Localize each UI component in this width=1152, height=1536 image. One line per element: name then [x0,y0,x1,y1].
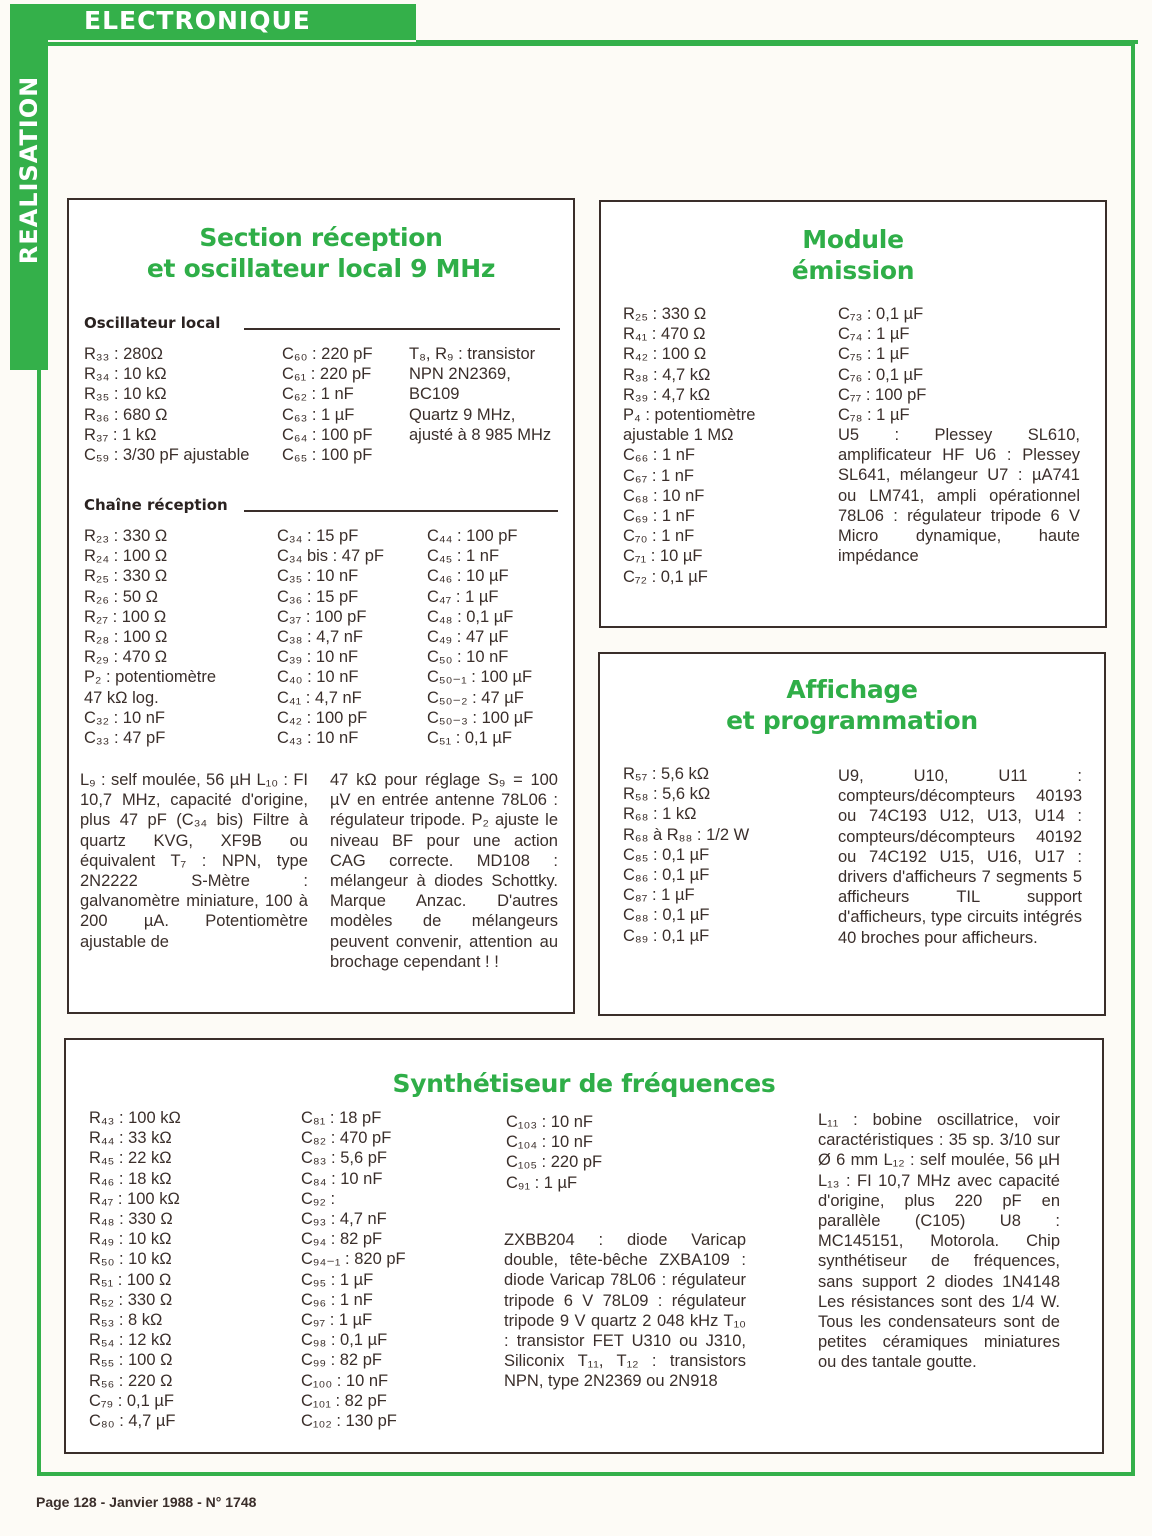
reception-title [69,222,573,284]
osc-col3 [409,344,551,445]
notes-text: U5 : Plessey SL610, amplificateur HF U6 : Plessey SL641, mélangeur U7 : µA741 ou LM741, ampli opérationnel 78L06 : régulateur tripode 6 V Micro dynamique, haute impédance [838,426,1080,566]
component-line: C₇₉ : 0,1 µF [89,1391,174,1410]
osc-heading: Oscillateur local [84,314,221,332]
component-line: R₃₄ : 10 kΩ [84,365,167,384]
component-line: C₈₄ : 10 nF [301,1169,383,1188]
component-line: C₇₇ : 100 pF [838,385,927,404]
component-line: C₉₇ : 1 µF [301,1311,373,1330]
component-line: C₃₇ : 100 pF [277,607,367,626]
component-line: R₂₆ : 50 Ω [84,587,159,606]
component-line: C₇₄ : 1 µF [838,325,910,344]
component-line: C₄₄ : 100 pF [427,527,518,545]
component-line: C₉₅ : 1 µF [301,1270,374,1289]
emission-col1 [623,304,755,587]
component-line: R₃₆ : 680 Ω [84,405,168,424]
component-line: R₅₄ : 12 kΩ [89,1331,172,1350]
title-line: et oscillateur local 9 MHz [146,254,496,283]
component-line: C₈₁ : 18 pF [301,1109,382,1127]
affichage-col2-notes [838,766,1082,948]
component-line: C₄₈ : 0,1 µF [427,607,514,626]
component-line: C₃₂ : 10 nF [84,708,165,727]
component-line: R₅₈ : 5,6 kΩ [623,785,711,804]
title-line: émission [791,256,915,285]
component-line: C₄₀ : 10 nF [277,668,359,687]
component-line: C₉₉ : 82 pF [301,1351,382,1370]
reception-notes-right [330,770,558,972]
component-line: C₇₃ : 0,1 µF [838,305,924,323]
component-line: C₃₄ : 15 pF [277,527,359,545]
component-line: C₆₁ : 220 pF [282,365,372,384]
component-line: C₆₈ : 10 nF [623,486,705,505]
component-line: C₄₅ : 1 nF [427,547,500,566]
component-line: C₁₀₅ : 220 pF [506,1153,603,1172]
page-footer: Page 128 - Janvier 1988 - N° 1748 [36,1494,257,1510]
component-line: C₇₀ : 1 nF [623,527,695,546]
component-line: C₈₅ : 0,1 µF [623,845,710,864]
component-line: C₄₉ : 47 µF [427,628,509,647]
component-line: R₃₇ : 1 kΩ [84,425,157,444]
component-line: NPN 2N2369, [409,365,511,384]
notes-text: L₁₁ : bobine oscillatrice, voir caractéristiques : 35 sp. 3/10 sur Ø 6 mm L₁₂ : self moulée, 56 µH L₁₃ : FI 10,7 MHz avec capacité d'origine, plus 220 pF en parallèle (C105) U8 : MC145151, Motorola. Chip synthétiseur de fréquences, sans support 2 diodes 1N4148 Les résistances sont des 1/4 W. Tous les condensateurs sont de petites céramiques miniatures ou des tantale goutte. [818,1111,1060,1372]
chain-heading: Chaîne réception [84,496,228,514]
component-line: C₄₃ : 10 nF [277,729,359,748]
component-line: C₇₈ : 1 µF [838,406,910,425]
component-line: R₅₃ : 8 kΩ [89,1311,163,1330]
component-line: C₁₀₀ : 10 nF [301,1371,389,1390]
component-line: C₁₀₃ : 10 nF [506,1113,593,1131]
component-line: R₅₇ : 5,6 kΩ [623,765,710,783]
component-line: R₅₀ : 10 kΩ [89,1250,172,1269]
component-line: R₃₃ : 280Ω [84,345,163,363]
component-line: C₆₂ : 1 nF [282,385,354,404]
component-line: C₈₉ : 0,1 µF [623,926,710,945]
affichage-col1 [623,764,749,946]
component-line: R₄₆ : 18 kΩ [89,1169,172,1188]
component-line: C₃₄ bis : 47 pF [277,547,384,566]
synth-col3-notes [504,1230,746,1392]
component-line: C₇₂ : 0,1 µF [623,567,708,586]
component-line: C₆₆ : 1 nF [623,446,695,465]
synth-col2 [301,1108,406,1431]
osc-col2 [282,344,373,465]
component-line: ajustable 1 MΩ [623,426,734,445]
reception-notes-left [80,770,308,952]
notes-text: U9, U10, U11 : compteurs/décompteurs 40193 ou 74C193 U12, U13, U14 : compteurs/décompteurs 40192 ou 74C192 U15, U16, U17 : drivers d'afficheurs 7 segments 5 afficheurs TIL support d'afficheurs, type circuits intégrés 40 broches pour afficheurs. [838,767,1082,947]
component-line: C₈₂ : 470 pF [301,1129,392,1148]
synth-col1 [89,1108,181,1431]
synth-col3-values [506,1112,602,1193]
component-line: R₂₇ : 100 Ω [84,607,167,626]
synth-title: Synthétiseur de fréquences [392,1069,776,1098]
title-line: Module [802,225,904,254]
component-line: R₄₁ : 470 Ω [623,325,706,344]
component-line: R₄₇ : 100 kΩ [89,1189,180,1208]
component-line: C₆₄ : 100 pF [282,425,373,444]
chain-col3 [427,526,533,748]
component-line: C₇₆ : 0,1 µF [838,365,924,384]
component-line: C₈₇ : 1 µF [623,886,695,905]
component-line: P₄ : potentiomètre [623,406,756,425]
component-line: BC109 [409,385,460,404]
component-line: C₇₁ : 10 µF [623,547,703,566]
component-line: C₃₆ : 15 pF [277,587,359,606]
component-line: R₅₂ : 330 Ω [89,1290,173,1309]
component-line: C₆₇ : 1 nF [623,466,695,485]
component-line: R₂₉ : 470 Ω [84,648,168,667]
notes-text: 47 kΩ pour réglage S₉ = 100 µV en entrée antenne 78L06 : régulateur tripode. P₂ ajuste le niveau BF pour une action CAG correcte. MD108 : mélangeur à diodes Schottky. Marque Anzac. D'autres modèles de mélangeurs peuvent convenir, attention au brochage cependant ! ! [330,771,558,971]
component-line: R₄₃ : 100 kΩ [89,1109,181,1127]
component-line: R₃₉ : 4,7 kΩ [623,385,711,404]
component-line: R₅₆ : 220 Ω [89,1371,173,1390]
component-line: C₃₃ : 47 pF [84,729,166,748]
magazine-section-title: ELECTRONIQUE [84,6,311,35]
component-line: C₉₆ : 1 nF [301,1290,373,1309]
component-line: R₄₉ : 10 kΩ [89,1230,172,1249]
component-line: C₆₉ : 1 nF [623,507,695,526]
component-line: C₄₂ : 100 pF [277,708,368,727]
component-line: C₃₅ : 10 nF [277,567,359,586]
title-line: Section réception [199,223,443,252]
chain-col2 [277,526,384,748]
component-line: Quartz 9 MHz, [409,405,516,424]
component-line: C₉₃ : 4,7 nF [301,1210,387,1229]
chain-col1 [84,526,216,748]
component-line: ajusté à 8 985 MHz [409,425,552,444]
component-line: R₂₃ : 330 Ω [84,527,168,545]
osc-col1 [84,344,249,465]
component-line: R₂₅ : 330 Ω [623,305,707,323]
affichage-title [600,674,1104,736]
emission-title [601,224,1105,286]
component-line: C₉₄₋₁ : 820 pF [301,1250,406,1269]
component-line: R₄₅ : 22 kΩ [89,1149,172,1168]
component-line: C₅₁ : 0,1 µF [427,729,512,748]
component-line: C₆₅ : 100 pF [282,446,373,465]
component-line: R₂₄ : 100 Ω [84,547,168,566]
component-line: C₈₀ : 4,7 µF [89,1412,176,1431]
component-line: R₄₄ : 33 kΩ [89,1129,172,1148]
component-line: R₄₂ : 100 Ω [623,345,707,364]
component-line: R₂₅ : 330 Ω [84,567,168,586]
component-line: C₅₀ : 10 nF [427,648,509,667]
component-line: R₆₈ à R₈₈ : 1/2 W [623,825,750,844]
title-line: et programmation [726,706,978,735]
component-line: C₈₆ : 0,1 µF [623,866,710,885]
component-line: C₉₁ : 1 µF [506,1173,578,1192]
synth-col4-notes [818,1110,1060,1373]
component-line: C₉₈ : 0,1 µF [301,1331,388,1350]
component-line: C₁₀₄ : 10 nF [506,1133,594,1152]
component-line: C₄₆ : 10 µF [427,567,509,586]
side-tab-label: REALISATION [15,75,43,265]
component-line: C₁₀₁ : 82 pF [301,1391,387,1410]
component-line: C₅₀₋₂ : 47 µF [427,688,524,707]
component-line: C₅₀₋₁ : 100 µF [427,668,533,687]
component-line: C₃₈ : 4,7 nF [277,628,364,647]
notes-text: L₉ : self moulée, 56 µH L₁₀ : FI 10,7 MHz, capacité d'origine, plus 47 pF (C₃₄ bis) Filtre à quartz KVG, XF9B ou équivalent T₇ : NPN, type 2N2222 S-Mètre : galvanomètre miniature, 100 à 200 µA. Potentiomètre ajustable de [80,771,308,951]
component-line: R₄₈ : 330 Ω [89,1210,173,1229]
component-line: C₁₀₂ : 130 pF [301,1412,397,1431]
emission-col2-notes [838,425,1080,566]
component-line: C₃₉ : 10 nF [277,648,359,667]
component-line: C₈₃ : 5,6 pF [301,1149,388,1168]
component-line: R₅₅ : 100 Ω [89,1351,173,1370]
emission-col2-values [838,304,926,425]
notes-text: ZXBB204 : diode Varicap double, tête-bêche ZXBA109 : diode Varicap 78L06 : régulateur tripode 6 V 78L09 : régulateur tripode 9 V quartz 2 048 kHz T₁₀ : transistor FET U310 ou J310, Siliconix T₁₁, T₁₂ : transistors NPN, type 2N2369 ou 2N918 [504,1231,746,1391]
component-line: R₅₁ : 100 Ω [89,1270,172,1289]
component-line: R₂₈ : 100 Ω [84,628,168,647]
component-line: P₂ : potentiomètre [84,668,217,687]
component-line: R₆₈ : 1 kΩ [623,805,697,824]
component-line: C₅₀₋₃ : 100 µF [427,708,534,727]
component-line: C₄₁ : 4,7 nF [277,688,362,707]
component-line: C₉₂ : [301,1189,336,1208]
component-line: C₆₀ : 220 pF [282,345,373,363]
component-line: T₈, R₉ : transistor [409,345,536,363]
component-line: C₅₉ : 3/30 pF ajustable [84,446,250,465]
component-line: R₃₅ : 10 kΩ [84,385,167,404]
title-line: Affichage [786,675,918,704]
component-line: R₃₈ : 4,7 kΩ [623,365,711,384]
component-line: C₇₅ : 1 µF [838,345,910,364]
osc-heading-rule [244,328,560,330]
chain-heading-rule [244,510,558,512]
component-line: C₈₈ : 0,1 µF [623,906,710,925]
component-line: C₆₃ : 1 µF [282,405,355,424]
component-line: C₉₄ : 82 pF [301,1230,383,1249]
component-line: C₄₇ : 1 µF [427,587,499,606]
component-line: 47 kΩ log. [84,688,159,707]
